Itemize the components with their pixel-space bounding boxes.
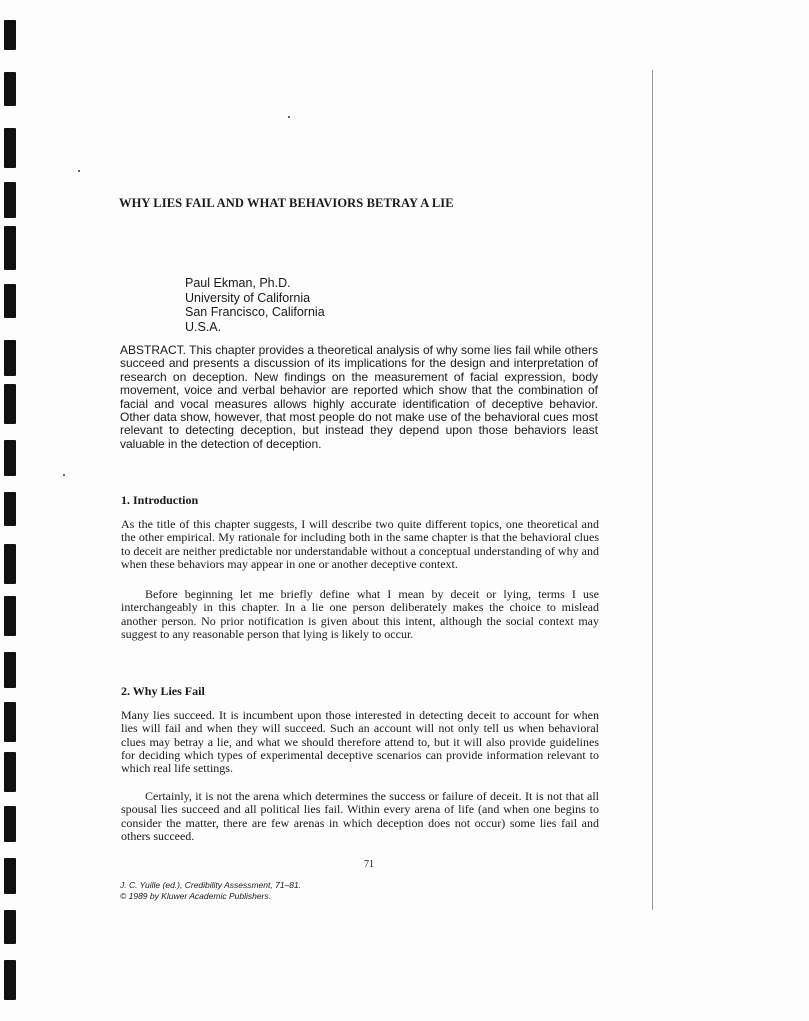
section-heading: 2. Why Lies Fail [121,684,205,698]
paragraph: Certainly, it is not the arena which determines the success or failure of deceit. It is not that all spousal lies succeed and all political lies fail. Within every arena of life (and when one begins to consider the matter, there are few arenas in which deception does not occur) some lies fail and others succeed. [121,789,599,843]
binding-mark [4,72,16,106]
author-affiliation: University of California [185,290,311,305]
citation: J. C. Yuille (ed.), Credibility Assessment, 71–81. [120,880,302,890]
binding-mark [4,340,16,376]
abstract: ABSTRACT. This chapter provides a theoretical analysis of why some lies fail while others succeed and presents a discussion of its implications for the design and interpretation of research on deception. New findings on the measurement of facial expression, body movement, voice and verbal behavior are reported which show that the combination of facial and vocal measures allows highly accurate identification of deceptive behavior. Other data show, however, that most people do not make use of the behavioral cues most relevant to detecting deception, but instead they depend upon those behaviors least valuable in the detection of deception. [120,343,598,451]
publication-footer [120,880,301,902]
binding-mark [4,440,16,476]
copyright: © 1989 by Kluwer Academic Publishers. [120,891,271,901]
paragraph: Before beginning let me briefly define what I mean by deceit or lying, terms I use interchangeably in this chapter. In a lie one person deliberately makes the choice to mislead another person. No prior notification is given about this intent, although the social context may suggest to any reasonable person that lying is likely to occur. [121,587,599,641]
binding-mark [4,128,16,168]
binding-mark [4,596,16,636]
page-number: 71 [364,859,374,870]
binding-mark [4,752,16,792]
binding-mark [4,702,16,742]
binding-mark [4,284,16,318]
scan-speck [288,116,290,118]
binding-mark [4,652,16,688]
binding-mark [4,960,16,1000]
scan-speck [63,474,65,476]
paragraph: Many lies succeed. It is incumbent upon those interested in detecting deceit to account for when lies will fail and when they will succeed. Such an account will not only tell us when behavioral clues may betray a lie, and what we should therefore attend to, but it will also provide guidelines for deciding which types of experimental deceptive scenarios can provide information relevant to which real life settings. [121,708,599,776]
paper-title: WHY LIES FAIL AND WHAT BEHAVIORS BETRAY A LIE [119,196,454,210]
binding-mark [4,806,16,842]
binding-mark [4,858,16,894]
binding-mark [4,910,16,944]
section-heading: 1. Introduction [121,493,199,507]
binding-mark [4,20,16,50]
binding-mark [4,544,16,584]
author-name: Paul Ekman, Ph.D. [185,276,291,290]
paragraph: As the title of this chapter suggests, I will describe two quite different topics, one theoretical and the other empirical. My rationale for including both in the same chapter is that the behavioral clues to deceit are neither predictable nor understandable without a conceptual understanding of why and when these behaviors may appear in one or another deceptive context. [121,517,599,571]
binding-mark [4,492,16,526]
scan-speck [78,170,80,172]
author-city: San Francisco, California [185,305,325,319]
author-block [185,276,325,334]
binding-mark [4,182,16,218]
author-country: U.S.A. [185,319,222,334]
binding-mark [4,226,16,270]
page-edge-rule [652,70,653,910]
binding-mark [4,384,16,424]
